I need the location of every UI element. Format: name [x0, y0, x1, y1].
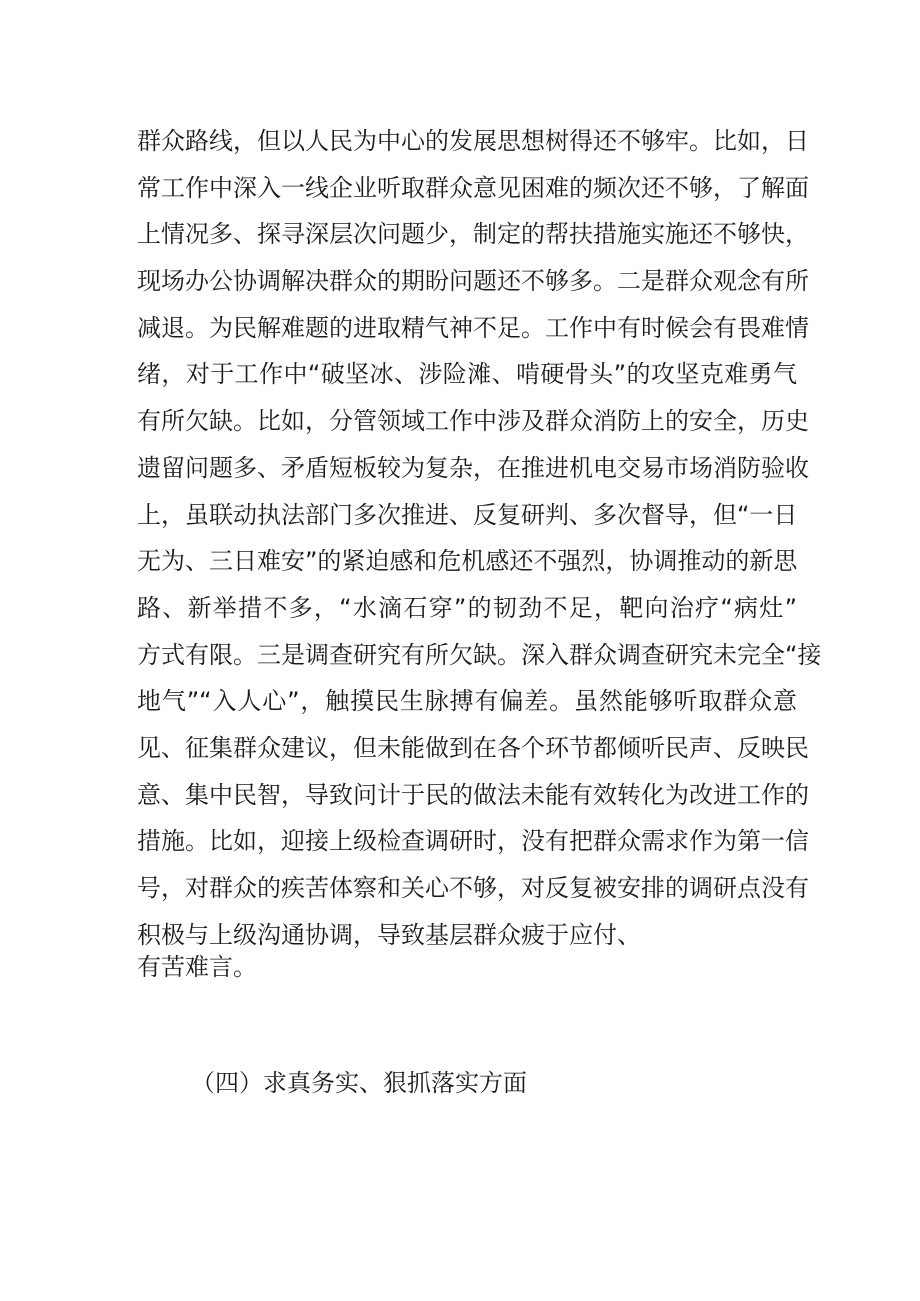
text-line: 方式有限。三是调查研究有所欠缺。深入群众调查研究未完全“接: [137, 640, 822, 669]
text-line: 无为、三日难安”的紧迫感和危机感还不强烈，协调推动的新思: [137, 547, 798, 576]
text-line: 地气”“入人心”，触摸民生脉搏有偏差。虽然能够听取群众意: [137, 687, 797, 716]
text-line: 有苦难言。: [137, 953, 257, 982]
text-line: 减退。为民解难题的进取精气神不足。工作中有时候会有畏难情: [137, 313, 809, 342]
text-line: 绪，对于工作中“破坚冰、涉险滩、啃硬骨头”的攻坚克难勇气: [137, 360, 797, 389]
text-line: 上情况多、探寻深层次问题少，制定的帮扶措施实施还不够快，: [137, 220, 809, 249]
text-line: 有所欠缺。比如，分管领域工作中涉及群众消防上的安全，历史: [137, 407, 809, 436]
text-line: 遗留问题多、矛盾短板较为复杂，在推进机电交易市场消防验收: [137, 453, 809, 482]
text-line: 意、集中民智，导致问计于民的做法未能有效转化为改进工作的: [137, 780, 809, 809]
text-line: 号，对群众的疾苦体察和关心不够，对反复被安排的调研点没有: [137, 874, 809, 902]
text-line: 见、征集群众建议，但未能做到在各个环节都倾听民声、反映民: [137, 733, 809, 762]
text-line: 积极与上级沟通协调，导致基层群众疲于应付、: [137, 920, 641, 949]
text-line: 群众路线，但以人民为中心的发展思想树得还不够牢。比如，日: [137, 127, 809, 155]
text-line: 路、新举措不多，“水滴石穿”的韧劲不足，靶向治疗“病灶”: [137, 593, 797, 622]
body-paragraph: [137, 124, 822, 997]
text-line: 措施。比如，迎接上级检查调研时，没有把群众需求作为第一信: [137, 827, 809, 856]
text-line: 上，虽联动执法部门多次推进、反复研判、多次督导，但“一日: [137, 500, 798, 529]
section-heading: （四）求真务实、狠抓落实方面: [191, 1069, 527, 1097]
text-line: 常工作中深入一线企业听取群众意见困难的频次还不够，了解面: [137, 173, 809, 202]
text-line: 现场办公协调解决群众的期盼问题还不够多。二是群众观念有所: [137, 267, 809, 296]
